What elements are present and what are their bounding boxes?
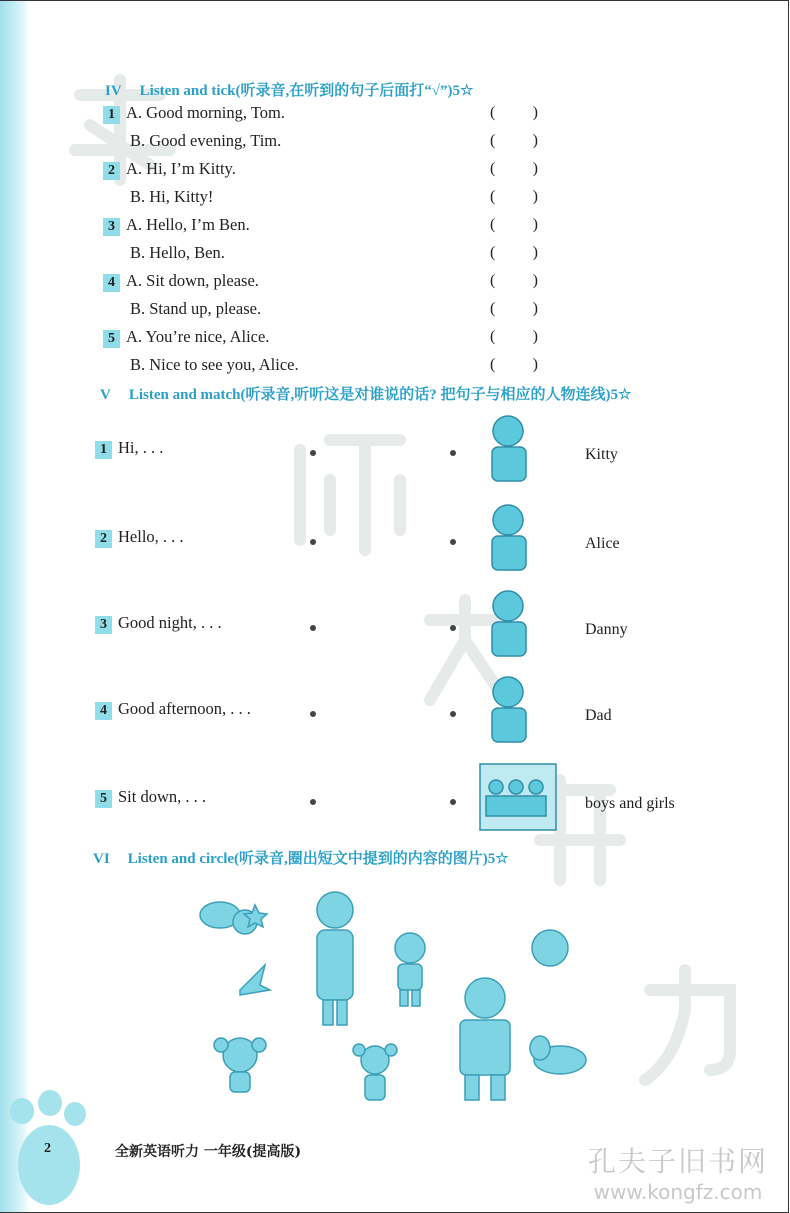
match-phrase	[95, 438, 163, 459]
option-text: A. Hello, I’m Ben.	[126, 215, 250, 234]
phrase-text: Good night, . . .	[118, 613, 222, 632]
option-text: A. You’re nice, Alice.	[126, 327, 270, 346]
girl-picture	[353, 1044, 397, 1100]
tick-answer-box[interactable]	[490, 244, 538, 262]
boy-picture	[395, 933, 425, 1006]
paren-open: (	[490, 300, 496, 317]
tick-option	[130, 187, 213, 207]
paren-close: )	[532, 188, 538, 205]
sun-picture	[532, 930, 568, 966]
character-name: Alice	[585, 535, 620, 552]
character-picture	[478, 588, 558, 663]
character-picture	[478, 762, 558, 837]
dog-picture	[530, 1036, 586, 1074]
paren-close: )	[532, 272, 538, 289]
paw-pad	[18, 1125, 80, 1205]
kongfz-watermark: 孔夫子旧书网 www.kongfz.com	[587, 1145, 768, 1204]
item-number-badge: 3	[95, 616, 112, 634]
character-name: Kitty	[585, 446, 618, 463]
character-name: Danny	[585, 621, 628, 638]
character-name: Dad	[585, 707, 612, 724]
tick-option	[130, 131, 281, 151]
bird-picture	[240, 965, 270, 995]
phrase-text: Hi, . . .	[118, 438, 164, 457]
book-title: 全新英语听力 一年级(提高版)	[115, 1144, 302, 1160]
paren-open: (	[490, 272, 496, 289]
section-iv-heading: IV Listen and tick(听录音,在听到的句子后面打“√”)5☆	[105, 83, 474, 99]
paw-toe	[10, 1098, 34, 1124]
cloud-moon-picture	[200, 902, 267, 934]
tick-answer-box[interactable]	[490, 216, 538, 234]
match-phrase	[95, 787, 206, 808]
item-number-badge: 3	[103, 218, 120, 236]
page-number: 2	[44, 1141, 51, 1156]
item-number-badge: 1	[103, 106, 120, 124]
match-phrase	[95, 699, 251, 720]
character-name: boys and girls	[585, 795, 675, 812]
match-phrase	[95, 527, 184, 548]
paren-open: (	[490, 328, 496, 345]
match-dot[interactable]	[310, 450, 316, 456]
tick-option	[103, 159, 236, 180]
paren-open: (	[490, 160, 496, 177]
character-picture	[478, 674, 558, 749]
tick-answer-box[interactable]	[490, 160, 538, 178]
match-dot[interactable]	[310, 799, 316, 805]
paren-open: (	[490, 216, 496, 233]
phrase-text: Sit down, . . .	[118, 787, 207, 806]
paren-open: (	[490, 356, 496, 373]
option-text: B. Good evening, Tim.	[130, 131, 282, 150]
character-picture	[478, 502, 558, 577]
match-dot[interactable]	[450, 799, 456, 805]
item-number-badge: 4	[103, 274, 120, 292]
item-number-badge: 2	[103, 162, 120, 180]
paren-close: )	[532, 244, 538, 261]
paw-toe	[38, 1090, 62, 1116]
option-text: B. Hi, Kitty!	[130, 187, 214, 206]
teacher-picture	[317, 892, 353, 1025]
tick-option	[130, 299, 261, 319]
option-text: A. Sit down, please.	[126, 271, 259, 290]
paw-toe	[64, 1102, 86, 1126]
tick-option	[103, 103, 285, 124]
match-dot[interactable]	[310, 711, 316, 717]
paren-close: )	[532, 132, 538, 149]
match-dot[interactable]	[310, 539, 316, 545]
match-dot[interactable]	[450, 450, 456, 456]
option-text: B. Stand up, please.	[130, 299, 262, 318]
tick-answer-box[interactable]	[490, 356, 538, 374]
tick-option	[130, 355, 299, 375]
paren-open: (	[490, 244, 496, 261]
man-picture	[460, 978, 510, 1100]
item-number-badge: 1	[95, 441, 112, 459]
option-text: B. Nice to see you, Alice.	[130, 355, 299, 374]
paren-close: )	[532, 356, 538, 373]
section-vi-heading: VI Listen and circle(听录音,圈出短文中提到的内容的图片)5☆	[93, 851, 509, 867]
tick-option	[103, 215, 250, 236]
match-phrase	[95, 613, 222, 634]
paren-open: (	[490, 104, 496, 121]
tick-option	[103, 271, 259, 292]
match-dot[interactable]	[450, 711, 456, 717]
tick-option	[103, 327, 269, 348]
item-number-badge: 4	[95, 702, 112, 720]
item-number-badge: 2	[95, 530, 112, 548]
tick-answer-box[interactable]	[490, 328, 538, 346]
item-number-badge: 5	[95, 790, 112, 808]
option-text: A. Hi, I’m Kitty.	[126, 159, 236, 178]
paren-close: )	[532, 160, 538, 177]
tick-answer-box[interactable]	[490, 104, 538, 122]
match-dot[interactable]	[450, 539, 456, 545]
option-text: B. Hello, Ben.	[130, 243, 225, 262]
paren-close: )	[532, 216, 538, 233]
paren-close: )	[532, 328, 538, 345]
phrase-text: Hello, . . .	[118, 527, 184, 546]
tick-answer-box[interactable]	[490, 300, 538, 318]
match-dot[interactable]	[310, 625, 316, 631]
match-dot[interactable]	[450, 625, 456, 631]
paren-close: )	[532, 300, 538, 317]
paren-close: )	[532, 104, 538, 121]
tick-answer-box[interactable]	[490, 272, 538, 290]
tick-answer-box[interactable]	[490, 188, 538, 206]
paren-open: (	[490, 132, 496, 149]
item-number-badge: 5	[103, 330, 120, 348]
paren-open: (	[490, 188, 496, 205]
tick-answer-box[interactable]	[490, 132, 538, 150]
tick-option	[130, 243, 225, 263]
section-v-heading: V Listen and match(听录音,听听这是对谁说的话? 把句子与相应的人物连线)5☆	[100, 387, 632, 403]
section-vi-pictures	[195, 880, 615, 1120]
phrase-text: Good afternoon, . . .	[118, 699, 251, 718]
monkey-toy-picture	[214, 1038, 266, 1092]
character-picture	[478, 413, 558, 488]
option-text: A. Good morning, Tom.	[126, 103, 285, 122]
